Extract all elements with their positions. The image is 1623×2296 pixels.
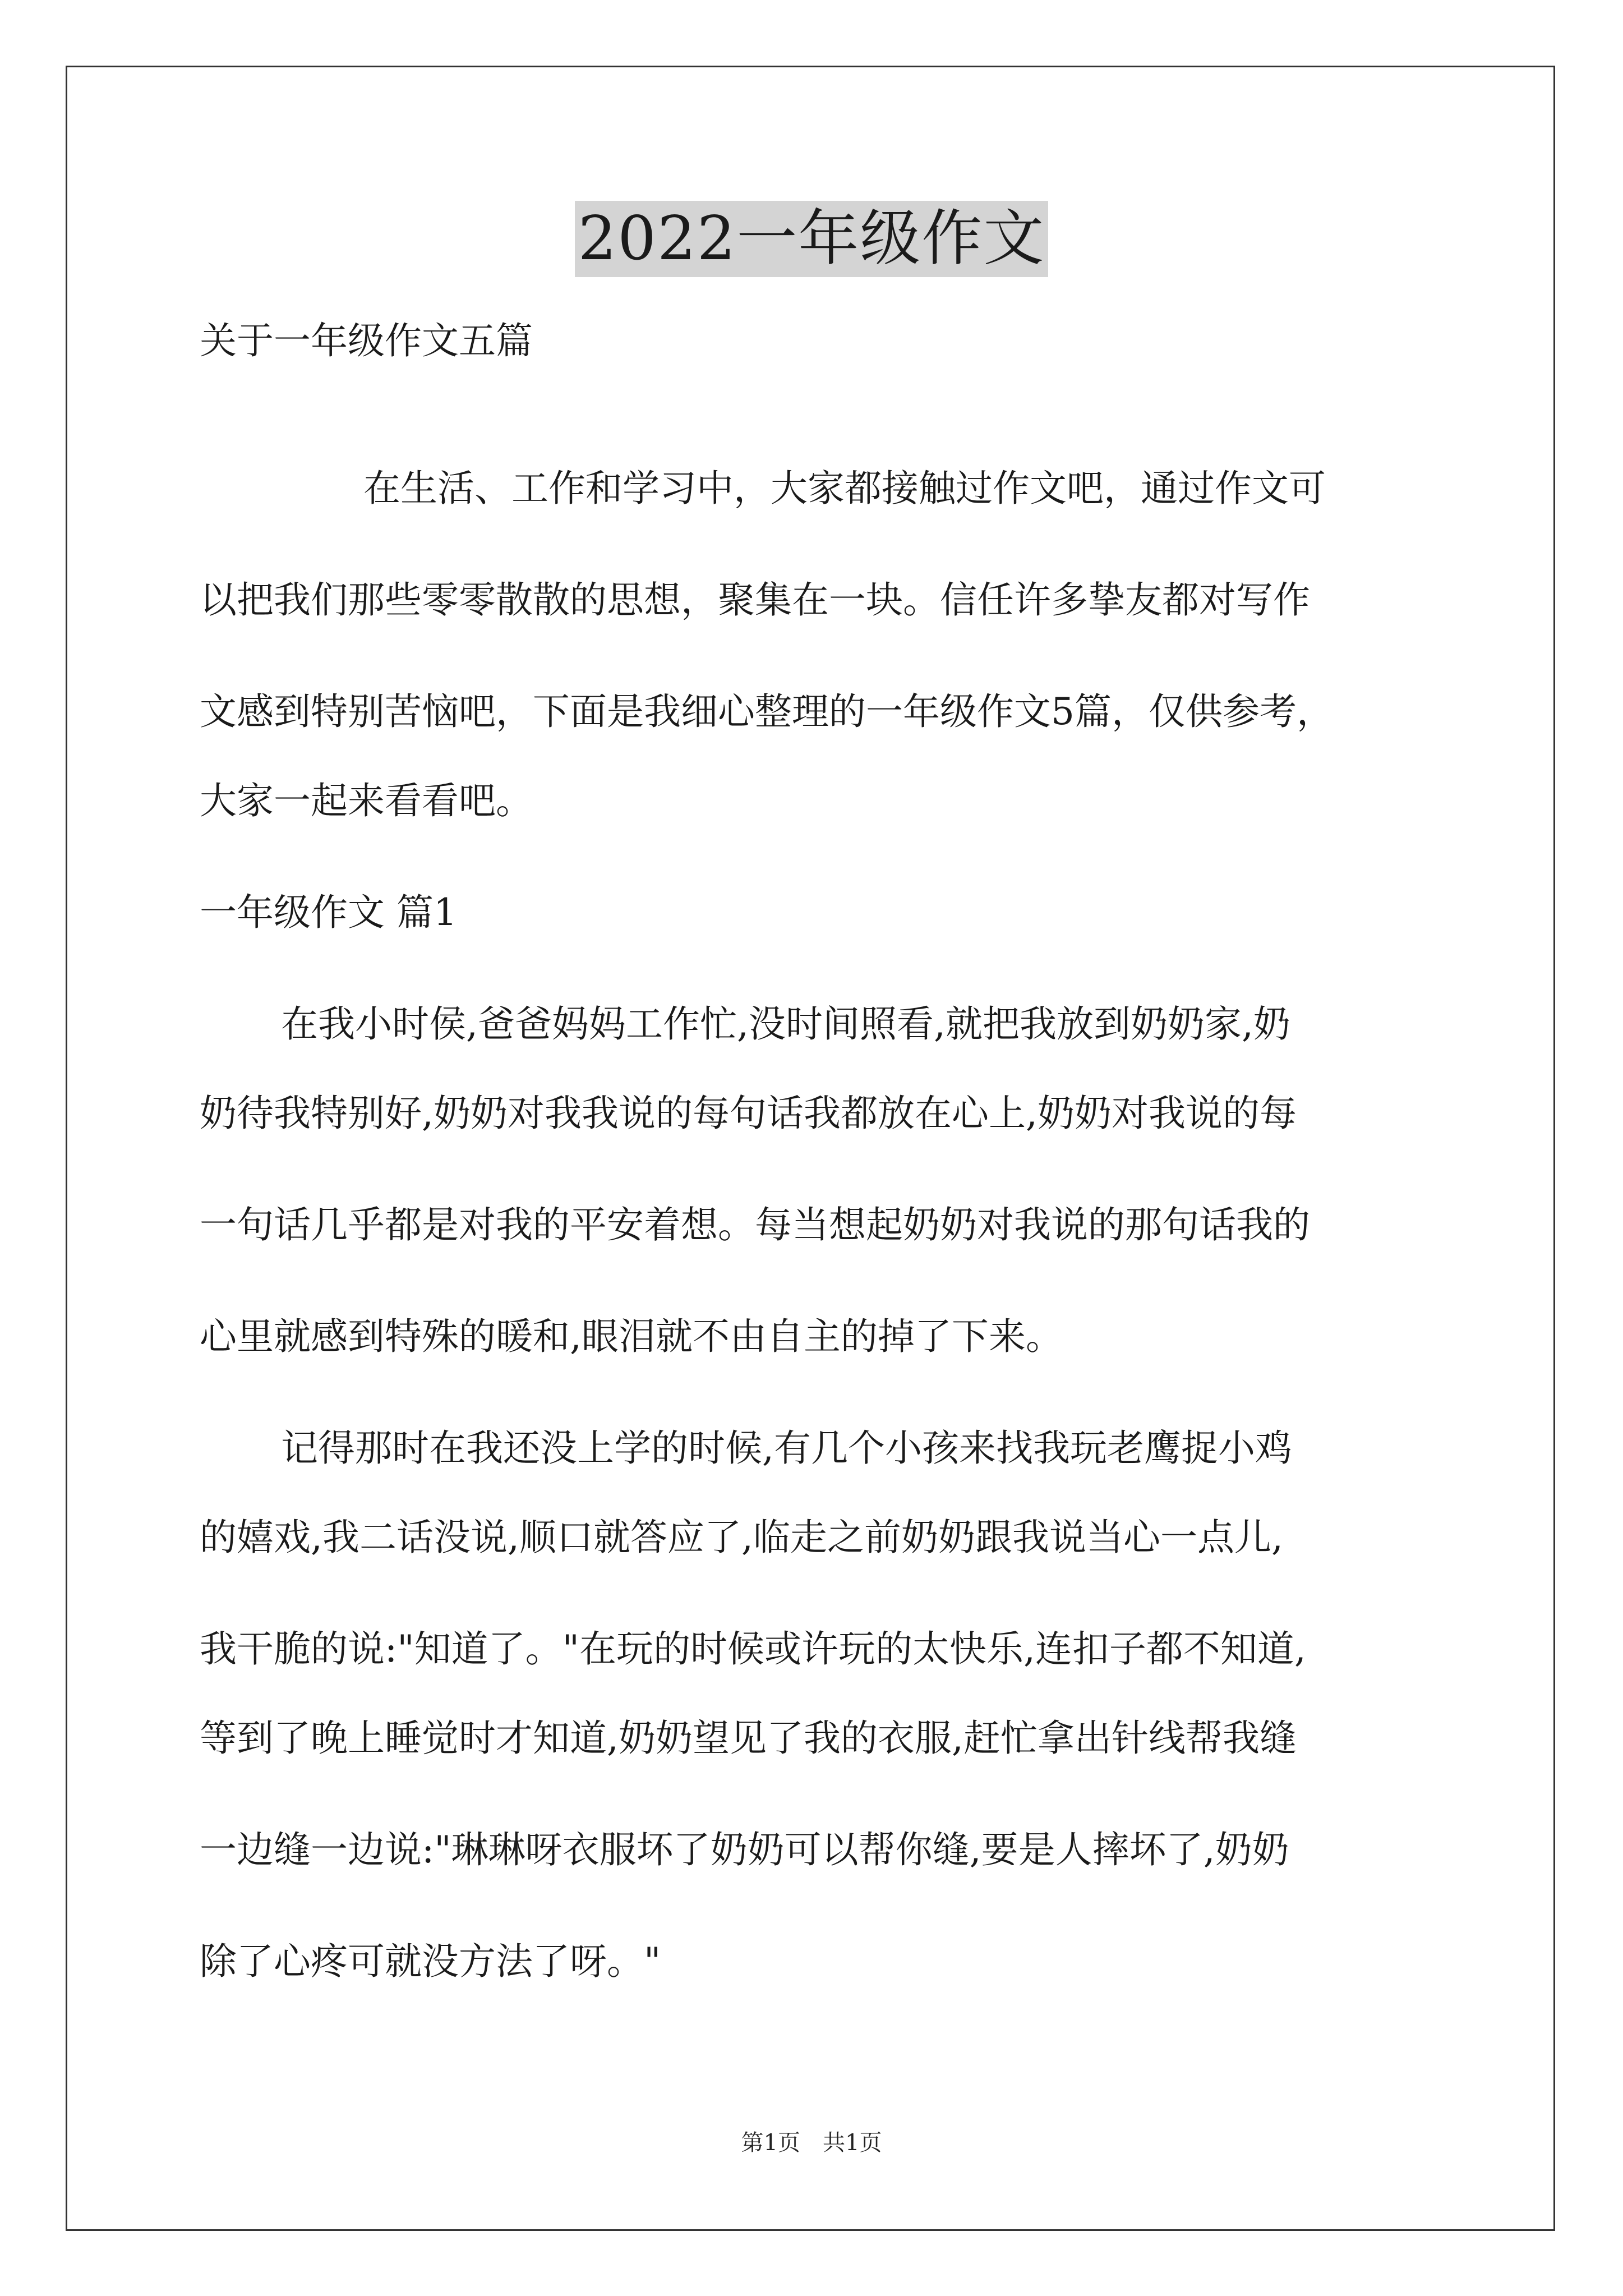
document-subtitle: 关于一年级作文五篇 [200,319,533,362]
intro-line: 以把我们那些零零散散的思想，聚集在一块。信任许多挚友都对写作 [200,578,1310,622]
paragraph-line: 我干脆的说:"知道了。"在玩的时候或许玩的太快乐,连扣子都不知道, [200,1627,1306,1671]
intro-line: 大家一起来看看吧。 [200,779,533,822]
paragraph-line: 除了心疼可就没方法了呀。" [200,1940,661,1983]
paragraph-line: 一句话几乎都是对我的平安着想。每当想起奶奶对我说的那句话我的 [200,1203,1310,1246]
intro-line: 在生活、工作和学习中，大家都接触过作文吧，通过作文可 [363,467,1326,510]
intro-line: 文感到特别苦恼吧，下面是我细心整理的一年级作文5篇，仅供参考， [200,690,1334,733]
paragraph-line: 在我小时侯,爸爸妈妈工作忙,没时间照看,就把我放到奶奶家,奶 [281,1002,1290,1046]
paragraph-line: 奶待我特别好,奶奶对我我说的每句话我都放在心上,奶奶对我说的每 [200,1092,1297,1135]
page-footer: 第1页 共1页 [741,2130,882,2156]
section-heading: 一年级作文 篇1 [200,891,457,934]
paragraph-line: 一边缝一边说:"琳琳呀衣服坏了奶奶可以帮你缝,要是人摔坏了,奶奶 [200,1828,1289,1871]
page-border [66,66,1555,2231]
document-title: 2022一年级作文 [575,201,1049,277]
paragraph-line: 记得那时在我还没上学的时候,有几个小孩来找我玩老鹰捉小鸡 [281,1427,1292,1470]
paragraph-line: 心里就感到特殊的暖和,眼泪就不由自主的掉了下来。 [200,1315,1063,1358]
title-container [0,201,1623,277]
paragraph-line: 等到了晚上睡觉时才知道,奶奶望见了我的衣服,赶忙拿出针线帮我缝 [200,1717,1297,1760]
paragraph-line: 的嬉戏,我二话没说,顺口就答应了,临走之前奶奶跟我说当心一点儿, [200,1516,1283,1559]
